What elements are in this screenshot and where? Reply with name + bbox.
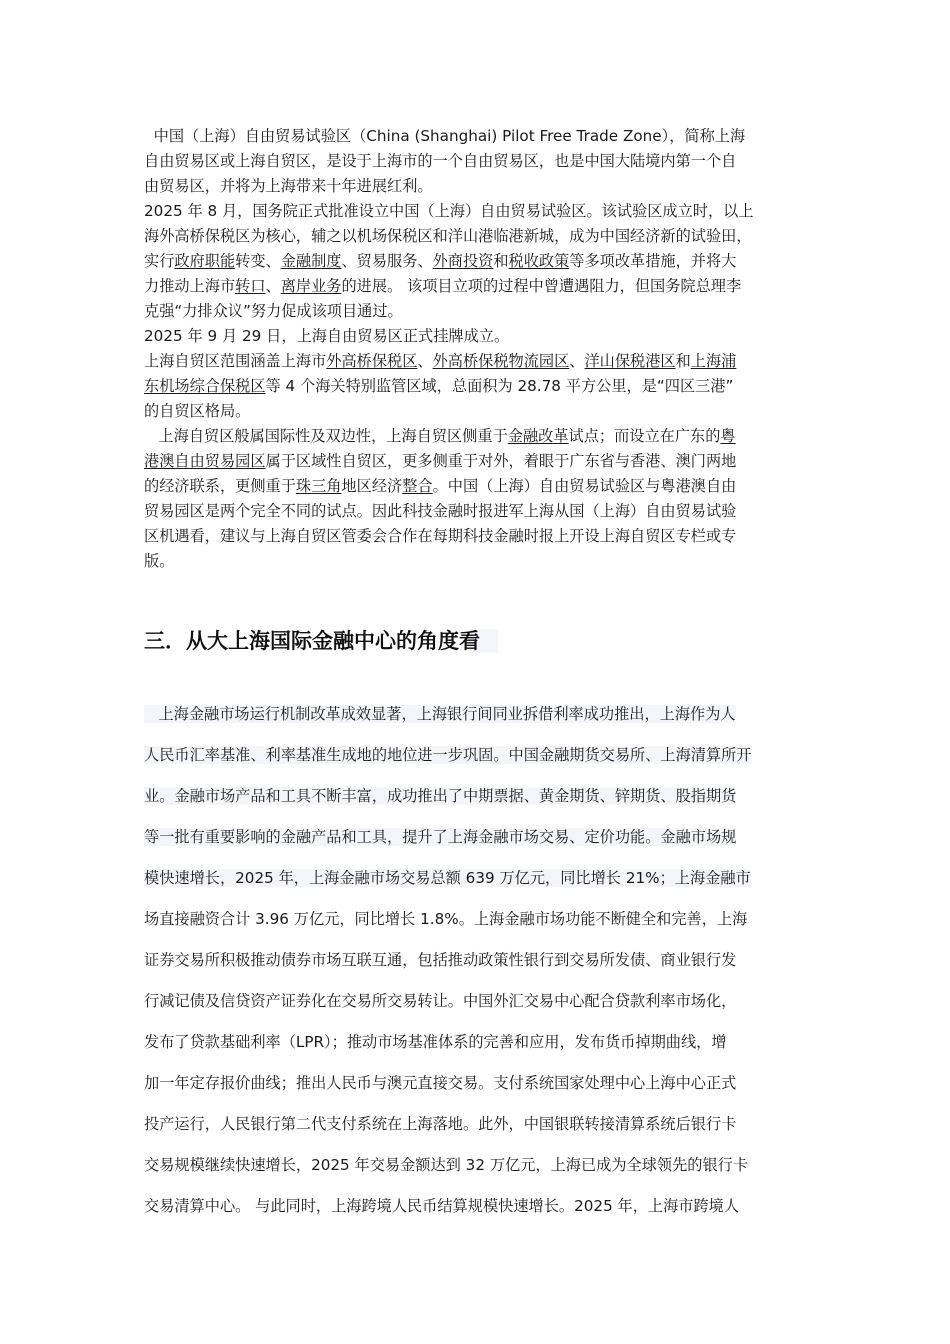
term-link[interactable]: 金融改革 [507,427,569,445]
section-financial-center [144,694,809,1227]
text-span: 力推动上海市 [144,277,236,295]
text-span: 人民币汇率基准、利率基准生成地的地位进一步巩固。中国金融期货交易所、上海清算所开 [144,746,752,764]
text-span: 等一批有重要影响的金融产品和工具，提升了上海金融市场交易、定价功能。金融市场规 [144,828,737,846]
text-span: 证券交易所积极推动债券市场互联互通，包括推动政策性银行到交易所发债、商业银行发 [144,951,737,969]
paragraph-line [144,817,809,858]
paragraph-line [144,524,809,549]
term-link[interactable]: 洋山保税港区 [584,352,676,370]
paragraph-line [144,299,809,324]
paragraph-line [144,549,809,574]
text-span: 场直接融资合计 3.96 万亿元，同比增长 1.8%。上海金融市场功能不断健全和完善，上海 [144,910,748,928]
text-span: 试点；而设立在广东的 [568,427,721,445]
text-span: 2025 年 8 月，国务院正式批准设立中国（上海）自由贸易试验区。该试验区成立时，以上 [144,202,754,220]
text-span: 交易规模继续快速增长，2025 年交易金额达到 32 万亿元，上海已成为全球领先的银行卡 [144,1156,749,1174]
text-span: 贸易园区是两个完全不同的试点。因此科技金融时报进军上海从国（上海）自由贸易试验 [144,502,737,520]
term-link[interactable]: 外商投资 [432,252,494,270]
text-span: 地区经济 [341,477,403,495]
text-span: 业。金融市场产品和工具不断丰富，成功推出了中期票据、黄金期货、锌期货、股指期货 [144,787,737,805]
text-span: 海外高桥保税区为核心，辅之以机场保税区和洋山港临港新城，成为中国经济新的试验田， [144,227,752,245]
paragraph-line [144,1186,809,1227]
term-link[interactable]: 金融制度 [280,252,342,270]
text-span: 上海金融市场运行机制改革成效显著，上海银行间同业拆借利率成功推出，上海作为人 [144,705,736,723]
text-span: 中国（上海）自由贸易试验区（China (Shanghai) Pilot Free Trade Zone），简称上海 [144,127,746,145]
section-heading-text: 三．从大上海国际金融中心的角度看 [144,629,498,653]
paragraph-line [144,940,809,981]
text-span: 行减记债及信贷资产证券化在交易所交易转让。中国外汇交易中心配合贷款利率市场化， [144,992,737,1010]
paragraph-line [144,858,809,899]
text-span: 交易清算中心。 与此同时，上海跨境人民币结算规模快速增长。2025 年，上海市跨境人 [144,1197,740,1215]
term-link[interactable]: 外高桥保税物流园区 [432,352,570,370]
paragraph-line [144,324,809,349]
text-span: 和 [493,252,509,270]
paragraph-line [144,124,809,149]
section-heading [144,626,498,656]
paragraph-line [144,424,809,449]
term-link[interactable]: 离岸业务 [280,277,342,295]
text-span: 、 [417,352,433,370]
text-span: 发布了贷款基础利率（LPR）；推动市场基准体系的完善和应用，发布货币掉期曲线，增 [144,1033,727,1051]
paragraph-line [144,374,809,399]
paragraph-line [144,1104,809,1145]
term-link[interactable]: 整合 [402,477,433,495]
paragraph-line [144,474,809,499]
text-span: 2025 年 9 月 29 日，上海自由贸易区正式挂牌成立。 [144,327,510,345]
paragraph-line [144,1063,809,1104]
term-link[interactable]: 外高桥保税区 [326,352,418,370]
text-span: 的经济联系，更侧重于 [144,477,296,495]
text-span: 由贸易区，并将为上海带来十年进展红利。 [144,177,433,195]
term-link[interactable]: 转口 [235,277,266,295]
term-link[interactable]: 上海浦 [690,352,737,370]
text-span: 加一年定存报价曲线；推出人民币与澳元直接交易。支付系统国家处理中心上海中心正式 [144,1074,737,1092]
text-span: 的进展。 该项目立项的过程中曾遭遇阻力，但国务院总理李 [341,277,742,295]
term-link[interactable]: 政府职能 [174,252,236,270]
term-link[interactable]: 东机场综合保税区 [144,377,266,395]
text-span: 投产运行，人民银行第二代支付系统在上海落地。此外，中国银联转接清算系统后银行卡 [144,1115,737,1133]
text-span: 、 [265,277,281,295]
term-link[interactable]: 珠三角 [295,477,342,495]
paragraph-line [144,1022,809,1063]
section-free-trade-zone [144,124,809,574]
text-span: 自由贸易区或上海自贸区，是设于上海市的一个自由贸易区，也是中国大陆境内第一个自 [144,152,737,170]
paragraph-line [144,224,809,249]
text-span: 属于区域性自贸区，更多侧重于对外，着眼于广东省与香港、澳门两地 [265,452,737,470]
text-span: 。中国（上海）自由贸易试验区与粤港澳自由 [432,477,737,495]
paragraph-line [144,449,809,474]
term-link[interactable]: 粤 [720,427,736,445]
paragraph-line [144,249,809,274]
text-span: 克强“力排众议”努力促成该项目通过。 [144,302,403,320]
text-span: 的自贸区格局。 [144,402,251,420]
text-span: 模快速增长，2025 年，上海金融市场交易总额 639 万亿元，同比增长 21%；上海金融市 [144,869,751,887]
text-span: 和 [675,352,691,370]
paragraph-line [144,499,809,524]
term-link[interactable]: 税收政策 [508,252,570,270]
paragraph-line [144,174,809,199]
text-span: 上海自贸区般属国际性及双边性，上海自贸区侧重于 [144,427,508,445]
paragraph-line [144,776,809,817]
paragraph-line [144,1145,809,1186]
term-link[interactable]: 港澳自由贸易园区 [144,452,266,470]
paragraph-line [144,199,809,224]
text-span: 等 4 个海关特别监管区域，总面积为 28.78 平方公里，是“四区三港” [265,377,734,395]
text-span: 版。 [144,552,175,570]
paragraph-line [144,899,809,940]
paragraph-line [144,694,809,735]
paragraph-line [144,274,809,299]
paragraph-line [144,399,809,424]
text-span: 上海自贸区范围涵盖上海市 [144,352,327,370]
paragraph-line [144,735,809,776]
text-span: 、贸易服务、 [341,252,433,270]
paragraph-line [144,349,809,374]
text-span: 实行 [144,252,175,270]
text-span: 等多项改革措施，并将大 [569,252,737,270]
paragraph-line [144,149,809,174]
text-span: 区机遇看，建议与上海自贸区管委会合作在每期科技金融时报上开设上海自贸区专栏或专 [144,527,737,545]
text-span: 、 [569,352,585,370]
text-span: 转变、 [235,252,281,270]
paragraph-line [144,981,809,1022]
